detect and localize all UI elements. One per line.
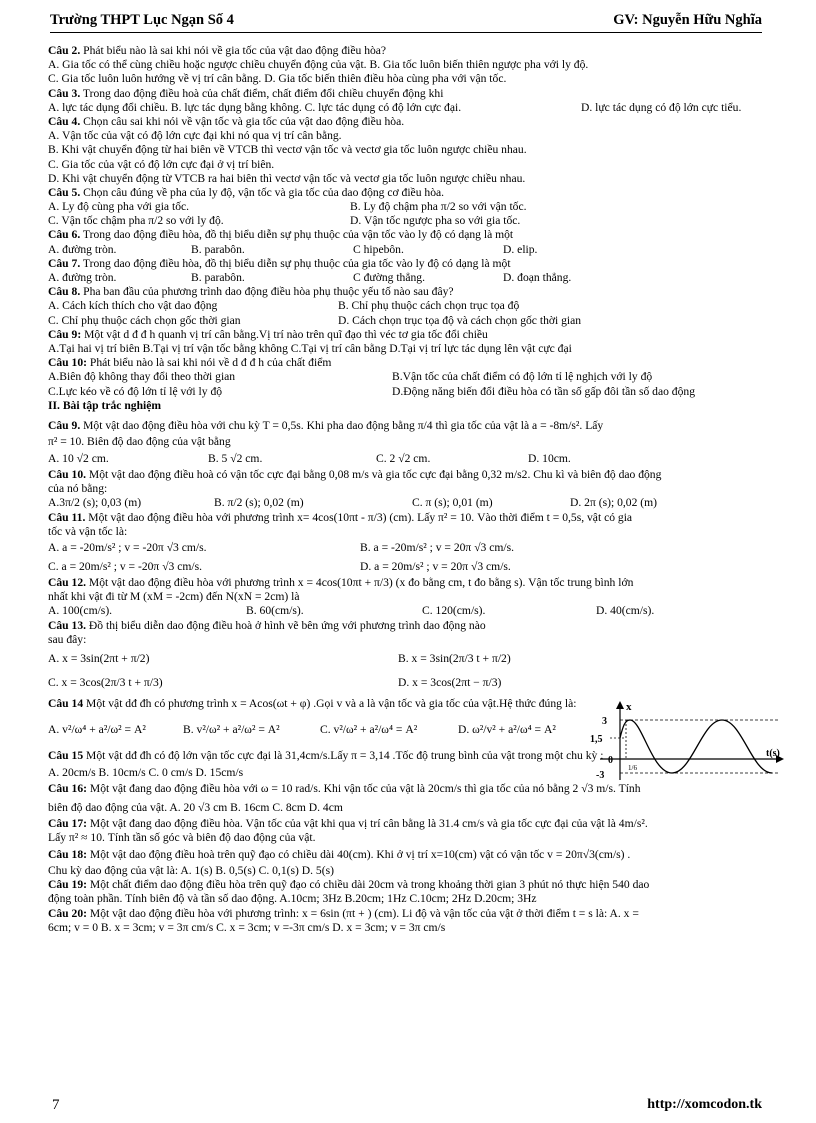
text-line bbox=[48, 511, 778, 525]
text-line bbox=[48, 417, 778, 436]
line-part-a: nhất khi vật đi từ M (xM = -2cm) đến N(xN = 2cm) là bbox=[48, 590, 300, 604]
line-part-c: C. 120(cm/s). bbox=[422, 604, 486, 618]
line-part-a: A. Gia tốc có thể cùng chiều hoặc ngược chiều chuyển động của vật. B. Gia tốc luôn biến thiên ngược pha với ly độ. bbox=[48, 58, 589, 72]
text-line bbox=[48, 115, 778, 129]
line-part-a: Câu 19: Một chất điểm dao động điều hòa trên quỹ đạo có chiều dài 20cm và trong khoảng thời gian 3 phút nó thực hiện 540 dao bbox=[48, 878, 650, 892]
line-part-a: Câu 12. Một vật dao động điều hòa với phương trình x = 4cos(10πt + π/3) (x đo bằng cm, t đo bằng s). Vận tốc trung bình lớn bbox=[48, 576, 634, 589]
text-line bbox=[48, 87, 778, 101]
text-line bbox=[48, 831, 778, 845]
line-part-a: Câu 10: Phát biểu nào là sai khi nói về d đ đ h của chất điểm bbox=[48, 356, 332, 370]
text-line bbox=[48, 450, 778, 469]
line-part-d: D. đoạn thẳng. bbox=[503, 271, 572, 284]
text-line bbox=[48, 399, 778, 413]
line-part-a: II. Bài tập trắc nghiệm bbox=[48, 398, 162, 412]
page-footer bbox=[50, 1097, 762, 1117]
text-line bbox=[48, 647, 778, 671]
text-line bbox=[48, 468, 778, 482]
text-line bbox=[48, 799, 778, 818]
text-line bbox=[48, 158, 778, 172]
line-part-b: B. π/2 (s); 0,02 (m) bbox=[214, 496, 304, 510]
text-line bbox=[48, 846, 778, 865]
text-line bbox=[48, 342, 778, 356]
footer-url: http://xomcodon.tk bbox=[647, 1097, 762, 1112]
line-part-a: Câu 17: Một vật đang dao động điều hòa. Vận tốc của vật khi qua vị trí cân bằng là 31.4 cm/s và gia tốc cực đại của vật là 4m/s². bbox=[48, 817, 648, 831]
line-part-b: D. Vận tốc ngược pha so với gia tốc. bbox=[350, 214, 521, 228]
line-part-c: C đường thẳng. bbox=[353, 271, 425, 284]
line-part-b: D. x = 3cos(2πt − π/3) bbox=[398, 675, 502, 689]
line-part-c: C. v²/ω² + a²/ω⁴ = A² bbox=[320, 723, 418, 737]
line-part-a: A.Tại hai vị trí biên B.Tại vị trí vận tốc bằng không C.Tại vị trí cân bằng D.Tại vị trí lực tác dụng lên vật cực đại bbox=[48, 341, 572, 355]
text-line bbox=[48, 921, 778, 935]
line-part-d: D. 2π (s); 0,02 (m) bbox=[570, 496, 657, 510]
text-line bbox=[48, 864, 778, 878]
line-part-a: A. 20cm/s B. 10cm/s C. 0 cm/s D. 15cm/s bbox=[48, 765, 244, 779]
text-line bbox=[48, 214, 778, 228]
line-part-a: A. Cách kích thích cho vật dao động bbox=[48, 299, 218, 313]
text-line bbox=[48, 72, 778, 86]
line-part-a: sau đây: bbox=[48, 632, 87, 646]
line-part-c: C. 2 √2 cm. bbox=[376, 451, 431, 465]
line-part-a: 6cm; v = 0 B. x = 3cm; v = 3π cm/s C. x = 3cm; v =-3π cm/s D. x = 3cm; v = 3π cm/s bbox=[48, 920, 446, 934]
text-line bbox=[48, 619, 778, 633]
line-part-a: Câu 8. Pha ban đầu của phương trình dao động điều hòa phụ thuộc yếu tố nào sau đây? bbox=[48, 285, 454, 299]
line-part-b: B. a = -20m/s² ; v = 20π √3 cm/s. bbox=[360, 541, 515, 554]
exercise-list bbox=[48, 44, 778, 935]
text-line bbox=[48, 328, 778, 342]
graph-tick-3: 3 bbox=[602, 716, 607, 727]
line-part-d: D. 40(cm/s). bbox=[596, 604, 655, 618]
line-part-a: Câu 16: Một vật đang dao động điều hòa với ω = 10 rad/s. Khi vận tốc của vật là 20cm/s thì gia tốc của nó bằng 2 √3 m/s. Tính bbox=[48, 782, 641, 796]
text-line bbox=[48, 590, 778, 604]
graph-tick-one-sixth: 1/6 bbox=[628, 764, 637, 772]
text-line bbox=[48, 129, 778, 143]
text-line bbox=[48, 299, 778, 313]
line-part-a: C.Lực kéo về có độ lớn tỉ lệ với ly độ bbox=[48, 384, 223, 398]
line-part-a: Câu 7. Trong dao động điều hòa, đồ thị biểu diễn sự phụ thuộc của gia tốc vào ly độ có dạng là một bbox=[48, 256, 511, 270]
text-line bbox=[48, 817, 778, 831]
line-part-a: Câu 2. Phát biểu nào là sai khi nói về gia tốc của vật dao động điều hòa? bbox=[48, 44, 387, 57]
text-line bbox=[48, 101, 778, 115]
graph-curve bbox=[620, 720, 772, 773]
text-line bbox=[48, 143, 778, 157]
line-part-b: B. x = 3sin(2π/3 t + π/2) bbox=[398, 651, 511, 665]
line-part-a: A. 100(cm/s). bbox=[48, 604, 113, 618]
line-part-a: A. v²/ω⁴ + a²/ω² = A² bbox=[48, 723, 146, 737]
text-line bbox=[48, 228, 778, 242]
line-part-b: B. parabôn. bbox=[191, 271, 245, 284]
line-part-a: Câu 20: Một vật dao động điều hòa với phương trình: x = 6sin (πt + ) (cm). Li độ và vận tốc của vật ở thời điểm t = s là: A. x = bbox=[48, 906, 639, 920]
line-part-a: A. Vận tốc của vật có độ lớn cực đại khi nó qua vị trí cân bằng. bbox=[48, 129, 342, 143]
line-part-d: D. ω²/v² + a²/ω⁴ = A² bbox=[458, 723, 556, 737]
line-part-b: D. a = 20m/s² ; v = 20π √3 cm/s. bbox=[360, 559, 511, 573]
line-part-a: A. đường tròn. bbox=[48, 242, 117, 256]
line-part-a: A. đường tròn. bbox=[48, 271, 117, 284]
line-part-a: A. x = 3sin(2πt + π/2) bbox=[48, 651, 150, 665]
line-part-a: A. Ly độ cùng pha với gia tốc. bbox=[48, 200, 190, 214]
text-line bbox=[48, 44, 778, 58]
line-part-a: D. Khi vật chuyển động từ VTCB ra hai biên thì vectơ vận tốc và vectơ gia tốc luôn ngược chiều nhau. bbox=[48, 171, 526, 185]
line-part-a: Câu 5. Chọn câu đúng về pha của ly độ, vận tốc và gia tốc của dao động cơ điều hòa. bbox=[48, 185, 445, 199]
graph-y-arrow bbox=[616, 701, 624, 709]
line-part-d: D. elip. bbox=[503, 242, 538, 256]
text-line bbox=[48, 780, 778, 799]
line-part-a: C. Vận tốc chậm pha π/2 so với ly độ. bbox=[48, 214, 224, 228]
line-part-a: C. Gia tốc luôn luôn hướng về vị trí cân bằng. D. Gia tốc biến thiên điều hòa cùng pha với vận tốc. bbox=[48, 72, 507, 86]
text-line bbox=[48, 58, 778, 72]
text-line bbox=[48, 186, 778, 200]
line-part-a: động toàn phần. Tính biên độ và tần số dao động. A.10cm; 3Hz B.20cm; 1Hz C.10cm; 2Hz D.20cm; 3Hz bbox=[48, 892, 537, 906]
line-part-a: A.Biên độ không thay đổi theo thời gian bbox=[48, 370, 236, 384]
line-part-a: biên độ dao động của vật. A. 20 √3 cm B. 16cm C. 8cm D. 4cm bbox=[48, 800, 343, 814]
graph-tick-minus-3: -3 bbox=[596, 770, 605, 781]
line-part-b: B.Vận tốc của chất điểm có độ lớn tỉ lệ nghịch với ly độ bbox=[392, 370, 653, 384]
text-line bbox=[48, 525, 778, 539]
text-line bbox=[48, 671, 778, 695]
line-part-a: π² = 10. Biên độ dao động của vật bằng bbox=[48, 435, 231, 449]
text-line bbox=[48, 314, 778, 328]
line-part-b: D. Cách chọn trục tọa độ và cách chọn gốc thời gian bbox=[338, 313, 582, 327]
graph-tick-1-5: 1,5 bbox=[590, 734, 603, 745]
text-line bbox=[48, 356, 778, 370]
text-line bbox=[48, 892, 778, 906]
line-part-a: C. a = 20m/s² ; v = -20π √3 cm/s. bbox=[48, 559, 203, 573]
line-part-a: A.3π/2 (s); 0,03 (m) bbox=[48, 496, 142, 510]
line-part-b: B. 60(cm/s). bbox=[246, 604, 304, 618]
teacher-name: GV: Nguyễn Hữu Nghĩa bbox=[613, 12, 762, 28]
text-line bbox=[48, 370, 778, 384]
line-part-a: Câu 6. Trong dao động điều hòa, đồ thị biểu diễn sự phụ thuộc của vận tốc vào ly độ có dạng là một bbox=[48, 228, 514, 242]
line-part-a: tốc và vận tốc là: bbox=[48, 524, 128, 538]
text-line bbox=[48, 558, 778, 577]
text-line bbox=[48, 539, 778, 558]
oscillation-graph bbox=[580, 700, 790, 782]
text-line bbox=[48, 385, 778, 399]
line-part-a: C. Chỉ phụ thuộc cách chọn gốc thời gian bbox=[48, 313, 241, 327]
line-part-a: A. 10 √2 cm. bbox=[48, 451, 109, 465]
text-line bbox=[48, 576, 778, 590]
line-part-a: Câu 10. Một vật dao động điều hoà có vận tốc cực đại bằng 0,08 m/s và gia tốc cực đại bằng 0,32 m/s2. Chu kì và biên độ dao động bbox=[48, 468, 662, 482]
line-part-a: của nó bằng: bbox=[48, 482, 108, 496]
line-part-a: C. x = 3cos(2π/3 t + π/3) bbox=[48, 675, 163, 689]
page-header bbox=[50, 12, 762, 33]
line-part-a: Câu 18: Một vật dao động điều hoà trên quỹ đạo có chiều dài 40(cm). Khi ở vị trí x=10(cm) vật có vận tốc v = 20π√3(cm/s) . bbox=[48, 847, 631, 861]
line-part-a: C. Gia tốc của vật có độ lớn cực đại ở vị trí biên. bbox=[48, 157, 275, 171]
line-part-c: C hipebôn. bbox=[353, 242, 404, 256]
text-line bbox=[48, 257, 778, 271]
text-line bbox=[48, 633, 778, 647]
line-part-a: Câu 9: Một vật d đ đ h quanh vị trí cân bằng.Vị trí nào trên quĩ đạo thì véc tơ gia tốc đổi chiều bbox=[48, 327, 488, 341]
line-part-b: D.Động năng biến đổi điều hòa có tần số gấp đôi tần số dao động bbox=[392, 384, 695, 398]
school-name: Trường THPT Lục Ngạn Số 4 bbox=[50, 12, 234, 28]
line-part-a: Lấy π² ≈ 10. Tính tần số góc và biên độ dao động của vật. bbox=[48, 831, 316, 845]
text-line bbox=[48, 285, 778, 299]
line-part-b: B. Ly độ chậm pha π/2 so với vận tốc. bbox=[350, 200, 527, 214]
line-part-d: D. 10cm. bbox=[528, 451, 571, 465]
text-line bbox=[48, 271, 778, 285]
line-part-b: B. 5 √2 cm. bbox=[208, 451, 263, 465]
line-part-a: A. a = -20m/s² ; v = -20π √3 cm/s. bbox=[48, 541, 207, 554]
text-line bbox=[48, 604, 778, 618]
text-line bbox=[48, 200, 778, 214]
line-part-a: Câu 9. Một vật dao động điều hòa với chu kỳ T = 0,5s. Khi pha dao động bằng π/4 thì gia tốc của vật là a = -8m/s². Lấy bbox=[48, 418, 604, 432]
line-part-b: B. Chỉ phụ thuộc cách chọn trục tọa độ bbox=[338, 299, 520, 313]
text-line bbox=[48, 878, 778, 892]
line-part-a: Chu kỳ dao động của vật là: A. 1(s) B. 0,5(s) C. 0,1(s) D. 5(s) bbox=[48, 864, 334, 877]
graph-x-label: t(s) bbox=[766, 748, 780, 759]
line-part-a: Câu 13. Đồ thị biểu diễn dao động điều hoà ở hình vẽ bên ứng với phương trình dao động nào bbox=[48, 618, 486, 632]
line-part-a: Câu 11. Một vật dao động điều hòa với phương trình x= 4cos(10πt - π/3) (cm). Lấy π² = 10. Vào thời điểm t = 0,5s, vật có gia bbox=[48, 510, 633, 524]
text-line bbox=[48, 243, 778, 257]
graph-y-label: x bbox=[626, 701, 632, 713]
line-part-a: A. lực tác dụng đổi chiều. B. lực tác dụng bằng không. C. lực tác dụng có độ lớn cực đại. bbox=[48, 100, 462, 114]
line-part-a: Câu 4. Chọn câu sai khi nói về vận tốc và gia tốc của vật dao động điều hòa. bbox=[48, 114, 405, 128]
text-line bbox=[48, 496, 778, 510]
line-part-a: Câu 15 Một vật dđ đh có độ lớn vận tốc cực đại là 31,4cm/s.Lấy π = 3,14 .Tốc độ trung bình của vật trong một chu kỳ : bbox=[48, 749, 604, 763]
page-number: 7 bbox=[52, 1097, 60, 1113]
line-part-b: D. lực tác dụng có độ lớn cực tiểu. bbox=[581, 100, 742, 114]
line-part-b: B. v²/ω² + a²/ω² = A² bbox=[183, 723, 280, 737]
line-part-a: Câu 3. Trong dao động điều hoà của chất điểm, chất điểm đổi chiều chuyển động khi bbox=[48, 86, 444, 100]
text-line bbox=[48, 482, 778, 496]
text-line bbox=[48, 435, 778, 449]
line-part-a: B. Khi vật chuyển động từ hai biên về VTCB thì vectơ vận tốc và vectơ gia tốc luôn ngược chiều nhau. bbox=[48, 143, 527, 157]
text-line bbox=[48, 172, 778, 186]
text-line bbox=[48, 907, 778, 921]
line-part-a: Câu 14 Một vật dđ đh có phương trình x = Acos(ωt + φ) .Gọi v và a là vận tốc và gia tốc của vật.Hệ thức đúng là: bbox=[48, 696, 577, 710]
line-part-b: B. parabôn. bbox=[191, 242, 245, 256]
line-part-c: C. π (s); 0,01 (m) bbox=[412, 496, 493, 510]
graph-tick-0: 0 bbox=[608, 755, 613, 766]
